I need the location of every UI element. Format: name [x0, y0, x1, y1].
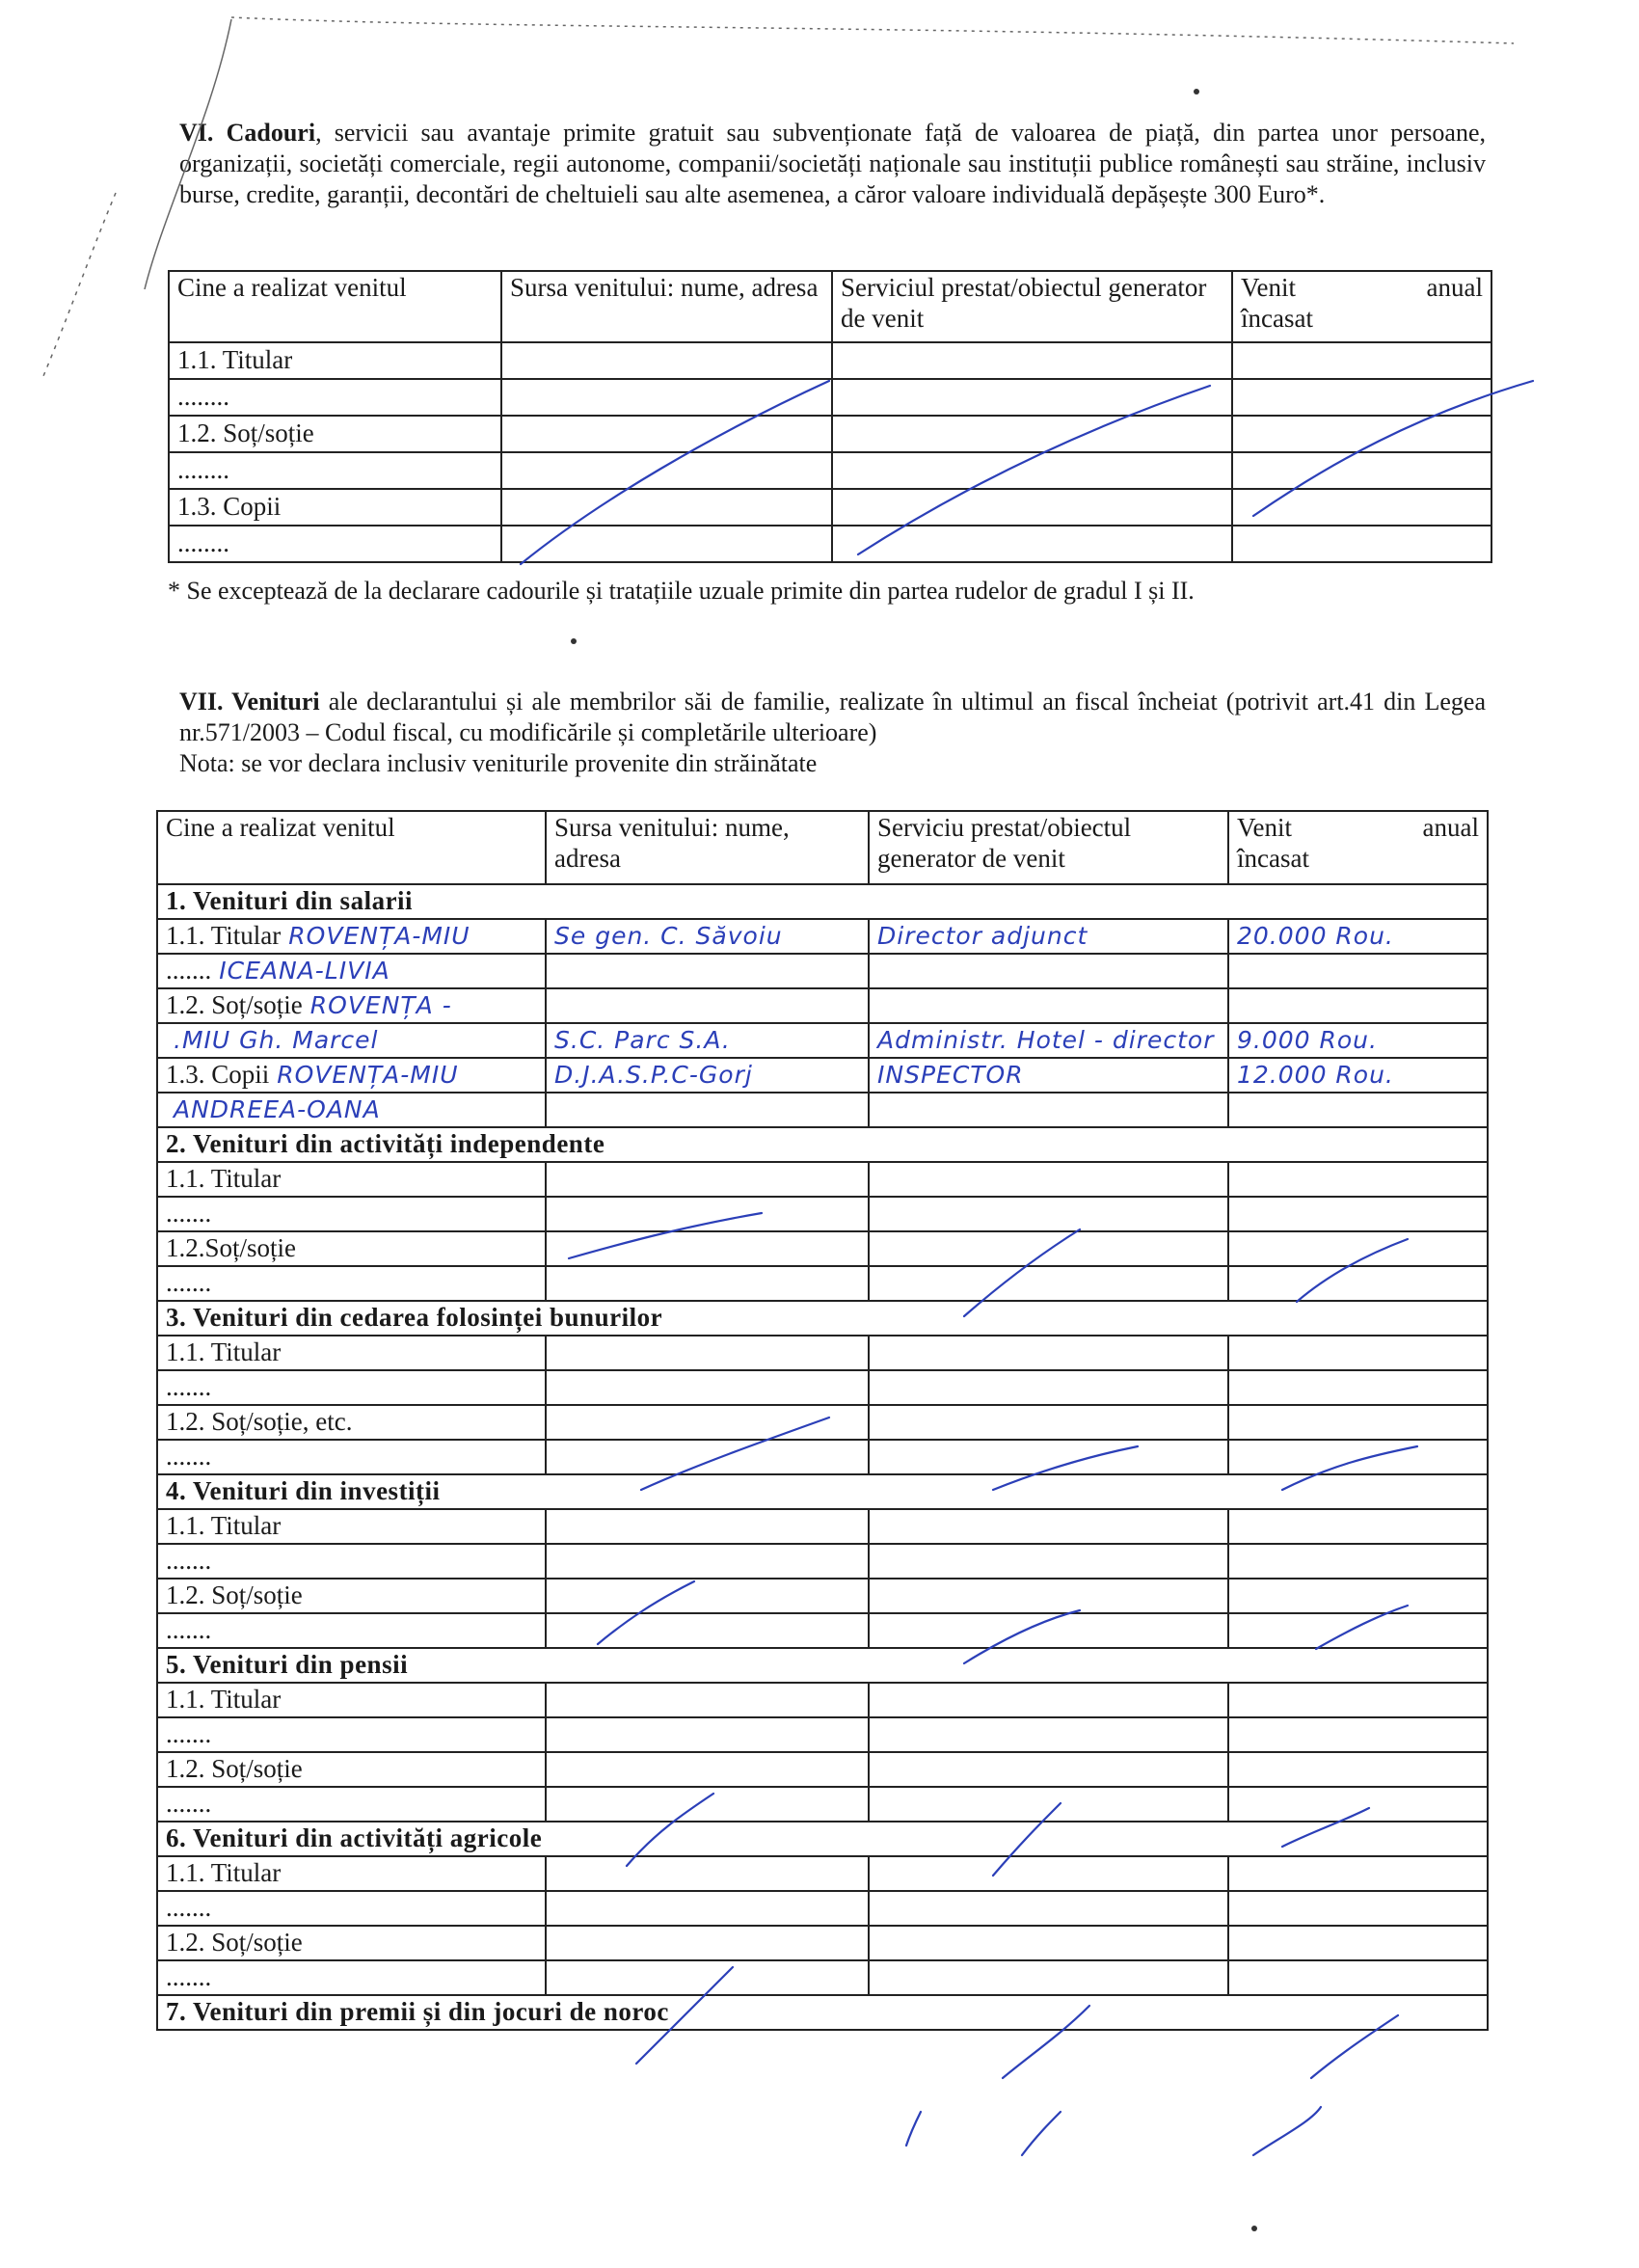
category-title: 7. Venituri din premii și din jocuri de noroc — [157, 1995, 1488, 2030]
cell-income[interactable] — [1232, 452, 1491, 489]
cell-service[interactable] — [869, 954, 1228, 988]
cell-service[interactable] — [869, 1231, 1228, 1266]
income-table — [156, 810, 1489, 2031]
cell-source[interactable] — [501, 342, 832, 379]
cell-income[interactable] — [1228, 1266, 1488, 1301]
cell-income[interactable] — [1228, 1405, 1488, 1440]
row-label: ....... — [157, 1960, 546, 1995]
cell-service[interactable] — [832, 379, 1232, 416]
cell-source[interactable] — [546, 1231, 869, 1266]
table-row — [157, 1336, 1488, 1370]
cell-source[interactable] — [501, 489, 832, 526]
scan-dot — [1251, 2226, 1257, 2231]
col-header-income — [1232, 271, 1491, 342]
cell-income[interactable] — [1228, 1856, 1488, 1891]
cell-income[interactable] — [1228, 1231, 1488, 1266]
col-header-service: Serviciu prestat/obiectul generator de venit — [869, 811, 1228, 884]
cell-income[interactable] — [1228, 954, 1488, 988]
cell-service[interactable] — [832, 526, 1232, 562]
cell-income[interactable]: 12.000 Rou. — [1228, 1058, 1488, 1093]
table-row — [169, 342, 1491, 379]
table-row — [157, 1370, 1488, 1405]
table-row — [157, 1960, 1488, 1995]
scan-dot — [571, 638, 577, 644]
handwritten-name: ANDREEA-OANA — [174, 1095, 381, 1123]
cell-service[interactable] — [869, 1405, 1228, 1440]
row-label: 1.1. Titular — [157, 1336, 546, 1370]
cell-income[interactable] — [1228, 1093, 1488, 1127]
table-row — [157, 1266, 1488, 1301]
category-row-investments — [157, 1474, 1488, 1509]
category-title: 5. Venituri din pensii — [157, 1648, 1488, 1683]
row-label: ....... — [157, 1717, 546, 1752]
row-label: 1.1. Titular — [157, 1509, 546, 1544]
handwritten-name: ROVENȚA - — [309, 991, 452, 1019]
table-row — [169, 416, 1491, 452]
cell-source[interactable]: S.C. Parc S.A. — [546, 1023, 869, 1058]
cell-income[interactable]: 20.000 Rou. — [1228, 919, 1488, 954]
section-7-title: VII. Venituri — [179, 688, 320, 716]
cell-income[interactable] — [1232, 489, 1491, 526]
table-row — [157, 1197, 1488, 1231]
col-header-income-a: Venit — [1237, 813, 1292, 842]
cell-source[interactable] — [546, 1717, 869, 1752]
cell-source[interactable] — [546, 1856, 869, 1891]
col-header-who: Cine a realizat venitul — [169, 271, 501, 342]
table-row — [169, 379, 1491, 416]
row-label: 1.2. Soț/soție — [157, 1752, 546, 1787]
row-label — [157, 1058, 546, 1093]
category-row-independent — [157, 1127, 1488, 1162]
table-row — [157, 1856, 1488, 1891]
table-row — [157, 919, 1488, 954]
category-row-prizes — [157, 1995, 1488, 2030]
table-row — [169, 489, 1491, 526]
row-label: ....... — [157, 1370, 546, 1405]
row-label: ....... — [157, 1891, 546, 1926]
handwritten-name: ICEANA-LIVIA — [219, 957, 390, 985]
table-row — [157, 1509, 1488, 1544]
col-header-service: Serviciul prestat/obiectul generator de venit — [832, 271, 1232, 342]
table-row — [157, 1093, 1488, 1127]
table-row — [157, 1613, 1488, 1648]
cell-service[interactable]: INSPECTOR — [869, 1058, 1228, 1093]
handwritten-name: ROVENȚA-MIU — [288, 922, 470, 950]
row-label: 1.2.Soț/soție — [157, 1231, 546, 1266]
table-row — [157, 1926, 1488, 1960]
cell-service[interactable] — [832, 489, 1232, 526]
cell-service[interactable] — [869, 1197, 1228, 1231]
table-row — [157, 1752, 1488, 1787]
cell-income[interactable] — [1228, 1752, 1488, 1787]
cell-source[interactable] — [546, 1891, 869, 1926]
cell-service[interactable] — [869, 1509, 1228, 1544]
cell-income[interactable] — [1232, 342, 1491, 379]
cell-source[interactable] — [546, 1336, 869, 1370]
gifts-table — [168, 270, 1492, 563]
cell-service[interactable] — [832, 416, 1232, 452]
cell-income[interactable] — [1228, 1440, 1488, 1474]
cell-source[interactable] — [546, 1926, 869, 1960]
cell-service[interactable] — [869, 1787, 1228, 1822]
row-label: 1.2. Soț/soție — [157, 1579, 546, 1613]
table-row — [157, 1058, 1488, 1093]
category-title: 1. Venituri din salarii — [157, 884, 1488, 919]
gifts-footnote: * Se exceptează de la declarare cadourile și tratațiile uzuale primite din partea rudelor de gradul I și II. — [168, 577, 1195, 605]
cell-source[interactable] — [501, 526, 832, 562]
category-row-agriculture — [157, 1822, 1488, 1856]
cell-income[interactable] — [1228, 1336, 1488, 1370]
cell-income[interactable] — [1228, 1926, 1488, 1960]
row-label: 1.2. Soț/soție — [157, 1926, 546, 1960]
section-7-description: ale declarantului și ale membrilor săi de familie, realizate în ultimul an fiscal încheiat (potrivit art.41 din Legea nr.571/2003 – Codul fiscal, cu modificările și completările ulterioare) — [179, 688, 1486, 746]
cell-service[interactable]: Director adjunct — [869, 919, 1228, 954]
cell-income[interactable] — [1228, 1787, 1488, 1822]
cell-source[interactable] — [546, 1197, 869, 1231]
row-label: ........ — [169, 379, 501, 416]
col-header-income-c: încasat — [1237, 844, 1309, 873]
cell-income[interactable] — [1228, 1370, 1488, 1405]
row-label-text: 1.2. Soț/soție — [166, 990, 303, 1019]
row-label: ........ — [169, 452, 501, 489]
cell-service[interactable] — [832, 452, 1232, 489]
row-label-text: ....... — [166, 956, 212, 985]
row-label: ....... — [157, 1266, 546, 1301]
cell-income[interactable] — [1228, 1960, 1488, 1995]
cell-service[interactable] — [869, 1544, 1228, 1579]
table-row — [157, 1787, 1488, 1822]
table-row — [157, 1683, 1488, 1717]
row-label: 1.1. Titular — [169, 342, 501, 379]
section-6-title: VI. Cadouri — [179, 119, 316, 147]
cell-income[interactable] — [1228, 1613, 1488, 1648]
row-label: ....... — [157, 1197, 546, 1231]
row-label: ....... — [157, 1613, 546, 1648]
cell-service[interactable] — [869, 1891, 1228, 1926]
handwritten-name: .MIU Gh. Marcel — [174, 1026, 379, 1054]
row-label-text: 1.1. Titular — [166, 921, 282, 950]
row-label — [157, 919, 546, 954]
table-row — [157, 1231, 1488, 1266]
col-header-income-b: anual — [1426, 273, 1483, 302]
cell-source[interactable] — [546, 1613, 869, 1648]
cell-service[interactable] — [869, 1370, 1228, 1405]
row-label: ....... — [157, 1544, 546, 1579]
table-row — [157, 1162, 1488, 1197]
row-label: 1.2. Soț/soție — [169, 416, 501, 452]
cell-service[interactable] — [869, 988, 1228, 1023]
category-row-salaries — [157, 884, 1488, 919]
section-7 — [179, 687, 1486, 779]
section-6 — [179, 118, 1486, 210]
section-6-heading — [179, 118, 1486, 210]
cell-source[interactable] — [546, 1787, 869, 1822]
table-row — [157, 1579, 1488, 1613]
cell-income[interactable] — [1228, 1162, 1488, 1197]
table-row — [157, 1023, 1488, 1058]
cell-source[interactable] — [546, 1266, 869, 1301]
col-header-income-b: anual — [1422, 813, 1479, 842]
cell-income[interactable] — [1232, 379, 1491, 416]
cell-income[interactable] — [1228, 1544, 1488, 1579]
cell-service[interactable] — [869, 1717, 1228, 1752]
cell-source[interactable]: D.J.A.S.P.C-Gorj — [546, 1058, 869, 1093]
cell-service[interactable] — [832, 342, 1232, 379]
category-title: 2. Venituri din activități independente — [157, 1127, 1488, 1162]
cell-service[interactable] — [869, 1856, 1228, 1891]
cell-income[interactable] — [1228, 1509, 1488, 1544]
section-6-description: , servicii sau avantaje primite gratuit sau subvenționate față de valoarea de piață, din partea unor persoane, organizații, societăți comerciale, regii autonome, companii/societăți naționale sau instituții publice românești sau străine, inclusiv burse, credite, garanții, decontări de cheltuieli sau alte asemenea, a căror valoare individuală depășește 300 Euro*. — [179, 119, 1486, 208]
cell-service[interactable] — [869, 1440, 1228, 1474]
category-row-rental — [157, 1301, 1488, 1336]
cell-service[interactable] — [869, 1266, 1228, 1301]
income-table-header — [157, 811, 1488, 884]
category-row-pensions — [157, 1648, 1488, 1683]
cell-service[interactable] — [869, 1683, 1228, 1717]
cell-income[interactable] — [1232, 416, 1491, 452]
cell-service[interactable]: Administr. Hotel - director — [869, 1023, 1228, 1058]
row-label-text: 1.3. Copii — [166, 1060, 270, 1089]
col-header-income-c: încasat — [1241, 304, 1313, 333]
row-label — [157, 954, 546, 988]
table-row — [157, 1440, 1488, 1474]
gifts-table-header — [169, 271, 1491, 342]
cell-income[interactable] — [1228, 1579, 1488, 1613]
row-label: 1.3. Copii — [169, 489, 501, 526]
category-title: 3. Venituri din cedarea folosinței bunurilor — [157, 1301, 1488, 1336]
row-label: ....... — [157, 1787, 546, 1822]
table-row — [157, 988, 1488, 1023]
table-row — [157, 1717, 1488, 1752]
row-label — [157, 1023, 546, 1058]
handwritten-name: ROVENȚA-MIU — [277, 1061, 459, 1089]
table-row — [169, 526, 1491, 562]
cell-source[interactable] — [546, 1579, 869, 1613]
cell-income[interactable] — [1228, 1683, 1488, 1717]
row-label: ........ — [169, 526, 501, 562]
cell-income[interactable] — [1232, 526, 1491, 562]
col-header-source: Sursa venitului: nume, adresa — [546, 811, 869, 884]
cell-service[interactable] — [869, 1162, 1228, 1197]
row-label — [157, 1093, 546, 1127]
cell-source[interactable] — [501, 379, 832, 416]
table-row — [157, 1544, 1488, 1579]
row-label: ....... — [157, 1440, 546, 1474]
section-7-heading — [179, 687, 1486, 748]
cell-source[interactable] — [501, 416, 832, 452]
cell-service[interactable] — [869, 1960, 1228, 1995]
cell-service[interactable] — [869, 1752, 1228, 1787]
cell-source[interactable] — [546, 954, 869, 988]
category-title: 6. Venituri din activități agricole — [157, 1822, 1488, 1856]
table-row — [169, 452, 1491, 489]
row-label: 1.2. Soț/soție, etc. — [157, 1405, 546, 1440]
cell-source[interactable] — [546, 1370, 869, 1405]
section-7-nota: Nota: se vor declara inclusiv veniturile provenite din străinătate — [179, 749, 818, 777]
cell-income[interactable] — [1228, 1197, 1488, 1231]
col-header-who: Cine a realizat venitul — [157, 811, 546, 884]
cell-source[interactable] — [546, 1960, 869, 1995]
cell-source[interactable]: Se gen. C. Săvoiu — [546, 919, 869, 954]
cell-service[interactable] — [869, 1613, 1228, 1648]
row-label: 1.1. Titular — [157, 1162, 546, 1197]
cell-source[interactable] — [546, 1752, 869, 1787]
cell-service[interactable] — [869, 1926, 1228, 1960]
cell-service[interactable] — [869, 1579, 1228, 1613]
row-label: 1.1. Titular — [157, 1856, 546, 1891]
col-header-source: Sursa venitului: nume, adresa — [501, 271, 832, 342]
cell-source[interactable] — [546, 1509, 869, 1544]
cell-income[interactable] — [1228, 988, 1488, 1023]
col-header-income — [1228, 811, 1488, 884]
scan-dot — [1194, 89, 1199, 94]
cell-source[interactable] — [546, 1405, 869, 1440]
cell-source[interactable] — [546, 1093, 869, 1127]
cell-source[interactable] — [546, 1162, 869, 1197]
cell-source[interactable] — [546, 1544, 869, 1579]
cell-income[interactable]: 9.000 Rou. — [1228, 1023, 1488, 1058]
row-label: 1.1. Titular — [157, 1683, 546, 1717]
cell-source[interactable] — [546, 1683, 869, 1717]
col-header-income-a: Venit — [1241, 273, 1296, 302]
row-label — [157, 988, 546, 1023]
table-row — [157, 1891, 1488, 1926]
cell-income[interactable] — [1228, 1891, 1488, 1926]
table-row — [157, 1405, 1488, 1440]
table-row — [157, 954, 1488, 988]
cell-service[interactable] — [869, 1336, 1228, 1370]
cell-source[interactable] — [546, 988, 869, 1023]
cell-service[interactable] — [869, 1093, 1228, 1127]
category-title: 4. Venituri din investiții — [157, 1474, 1488, 1509]
cell-source[interactable] — [546, 1440, 869, 1474]
cell-source[interactable] — [501, 452, 832, 489]
cell-income[interactable] — [1228, 1717, 1488, 1752]
